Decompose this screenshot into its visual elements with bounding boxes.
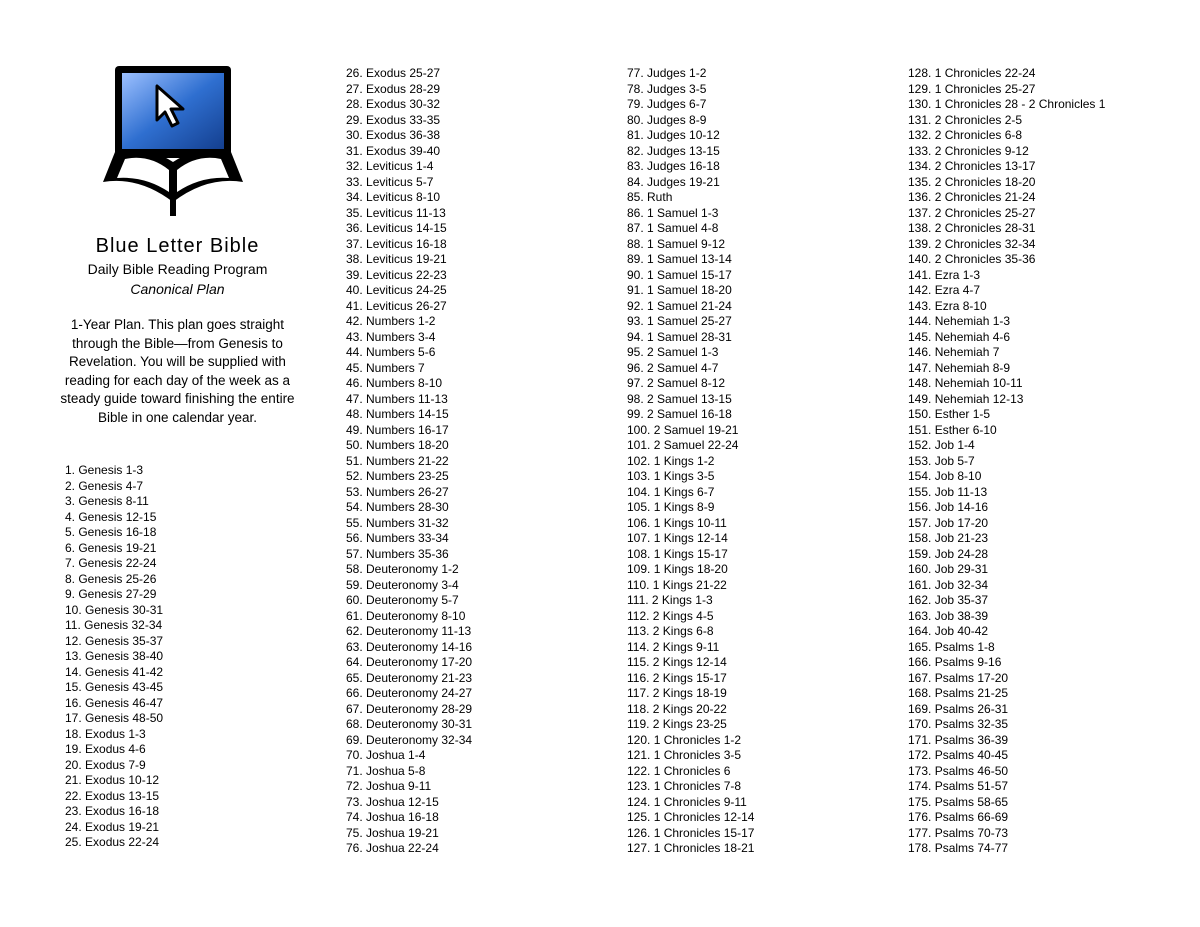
page-title: Blue Letter Bible bbox=[95, 235, 260, 257]
reading-item: 135. 2 Chronicles 18-20 bbox=[908, 174, 1036, 189]
reading-item: 33. Leviticus 5-7 bbox=[346, 174, 434, 189]
reading-item: 87. 1 Samuel 4-8 bbox=[627, 221, 719, 235]
reading-item: 58. Deuteronomy 1-2 bbox=[346, 562, 459, 576]
reading-item: 99. 2 Samuel 16-18 bbox=[627, 407, 732, 421]
reading-item: 66. Deuteronomy 24-27 bbox=[346, 686, 473, 700]
reading-item: 16. Genesis 46-47 bbox=[65, 695, 164, 710]
reading-item: 38. Leviticus 19-21 bbox=[346, 252, 447, 266]
reading-item: 175. Psalms 58-65 bbox=[908, 794, 1009, 809]
reading-item: 146. Nehemiah 7 bbox=[908, 345, 1000, 359]
reading-item: 93. 1 Samuel 25-27 bbox=[627, 314, 732, 328]
reading-item: 91. 1 Samuel 18-20 bbox=[627, 283, 732, 297]
reading-item: 55. Numbers 31-32 bbox=[346, 515, 449, 530]
reading-column-2 bbox=[346, 66, 472, 857]
reading-item: 71. Joshua 5-8 bbox=[346, 763, 426, 778]
reading-item: 14. Genesis 41-42 bbox=[65, 664, 164, 679]
reading-item: 83. Judges 16-18 bbox=[627, 159, 720, 173]
reading-item: 107. 1 Kings 12-14 bbox=[627, 531, 728, 545]
reading-item: 145. Nehemiah 4-6 bbox=[908, 329, 1011, 344]
reading-item: 177. Psalms 70-73 bbox=[908, 825, 1009, 840]
reading-item: 78. Judges 3-5 bbox=[627, 81, 707, 96]
reading-item: 173. Psalms 46-50 bbox=[908, 763, 1009, 778]
reading-item: 74. Joshua 16-18 bbox=[346, 810, 439, 824]
reading-item: 167. Psalms 17-20 bbox=[908, 670, 1009, 685]
plan-description: 1-Year Plan. This plan goes straight through the Bible—from Genesis to Revelation. You will be supplied with reading for each day of the week as a steady guide toward finishing the entire Bible in one calendar year. bbox=[60, 317, 295, 425]
reading-item: 98. 2 Samuel 13-15 bbox=[627, 391, 732, 406]
reading-item: 6. Genesis 19-21 bbox=[65, 540, 157, 555]
reading-item: 149. Nehemiah 12-13 bbox=[908, 391, 1024, 406]
reading-item: 158. Job 21-23 bbox=[908, 531, 989, 545]
reading-item: 56. Numbers 33-34 bbox=[346, 531, 449, 545]
reading-item: 155. Job 11-13 bbox=[908, 484, 988, 499]
reading-item: 176. Psalms 66-69 bbox=[908, 810, 1009, 824]
reading-item: 85. Ruth bbox=[627, 190, 673, 204]
reading-item: 13. Genesis 38-40 bbox=[65, 649, 164, 663]
reading-item: 62. Deuteronomy 11-13 bbox=[346, 624, 472, 638]
reading-item: 161. Job 32-34 bbox=[908, 577, 989, 592]
reading-item: 134. 2 Chronicles 13-17 bbox=[908, 159, 1036, 173]
reading-item: 4. Genesis 12-15 bbox=[65, 509, 157, 524]
reading-item: 86. 1 Samuel 1-3 bbox=[627, 205, 719, 220]
reading-item: 15. Genesis 43-45 bbox=[65, 680, 164, 694]
reading-item: 168. Psalms 21-25 bbox=[908, 686, 1009, 700]
reading-item: 10. Genesis 30-31 bbox=[65, 602, 164, 617]
reading-item: 147. Nehemiah 8-9 bbox=[908, 360, 1011, 375]
reading-item: 9. Genesis 27-29 bbox=[65, 587, 157, 601]
reading-item: 37. Leviticus 16-18 bbox=[346, 236, 447, 251]
reading-item: 73. Joshua 12-15 bbox=[346, 794, 439, 809]
reading-item: 61. Deuteronomy 8-10 bbox=[346, 608, 466, 623]
reading-item: 160. Job 29-31 bbox=[908, 562, 989, 576]
reading-item: 104. 1 Kings 6-7 bbox=[627, 484, 715, 499]
reading-item: 162. Job 35-37 bbox=[908, 593, 989, 607]
blue-letter-bible-logo bbox=[101, 64, 245, 216]
reading-item: 52. Numbers 23-25 bbox=[346, 469, 449, 483]
reading-item: 70. Joshua 1-4 bbox=[346, 748, 426, 762]
reading-item: 100. 2 Samuel 19-21 bbox=[627, 422, 739, 437]
reading-item: 46. Numbers 8-10 bbox=[346, 376, 443, 390]
reading-item: 20. Exodus 7-9 bbox=[65, 757, 146, 772]
reading-item: 109. 1 Kings 18-20 bbox=[627, 562, 728, 576]
plan-name: Canonical Plan bbox=[130, 281, 225, 297]
reading-item: 164. Job 40-42 bbox=[908, 624, 989, 638]
reading-item: 43. Numbers 3-4 bbox=[346, 329, 436, 344]
reading-item: 154. Job 8-10 bbox=[908, 469, 982, 483]
bible-cursor-logo-icon bbox=[101, 64, 245, 216]
reading-item: 11. Genesis 32-34 bbox=[65, 618, 163, 632]
page-subtitle: Daily Bible Reading Program bbox=[87, 261, 268, 277]
reading-item: 159. Job 24-28 bbox=[908, 546, 989, 561]
reading-item: 72. Joshua 9-11 bbox=[346, 779, 432, 793]
reading-item: 152. Job 1-4 bbox=[908, 438, 975, 452]
reading-item: 128. 1 Chronicles 22-24 bbox=[908, 66, 1036, 80]
reading-item: 150. Esther 1-5 bbox=[908, 407, 991, 421]
reading-item: 169. Psalms 26-31 bbox=[908, 701, 1009, 716]
reading-item: 59. Deuteronomy 3-4 bbox=[346, 577, 459, 592]
reading-item: 142. Ezra 4-7 bbox=[908, 283, 981, 297]
reading-item: 51. Numbers 21-22 bbox=[346, 453, 449, 468]
reading-item: 140. 2 Chronicles 35-36 bbox=[908, 252, 1036, 266]
reading-item: 116. 2 Kings 15-17 bbox=[627, 670, 727, 685]
reading-item: 3. Genesis 8-11 bbox=[65, 494, 149, 508]
reading-item: 53. Numbers 26-27 bbox=[346, 484, 449, 499]
reading-item: 24. Exodus 19-21 bbox=[65, 819, 160, 834]
reading-item: 130. 1 Chronicles 28 - 2 Chronicles 1 bbox=[908, 97, 1106, 111]
reading-item: 125. 1 Chronicles 12-14 bbox=[627, 810, 755, 824]
reading-item: 111. 2 Kings 1-3 bbox=[627, 593, 713, 607]
reading-item: 19. Exodus 4-6 bbox=[65, 742, 146, 756]
reading-item: 131. 2 Chronicles 2-5 bbox=[908, 112, 1023, 127]
reading-item: 64. Deuteronomy 17-20 bbox=[346, 655, 473, 669]
reading-item: 44. Numbers 5-6 bbox=[346, 345, 436, 359]
reading-item: 122. 1 Chronicles 6 bbox=[627, 763, 731, 778]
reading-item: 54. Numbers 28-30 bbox=[346, 500, 449, 514]
reading-item: 124. 1 Chronicles 9-11 bbox=[627, 794, 747, 809]
reading-item: 103. 1 Kings 3-5 bbox=[627, 469, 715, 483]
reading-item: 114. 2 Kings 9-11 bbox=[627, 639, 720, 654]
reading-item: 143. Ezra 8-10 bbox=[908, 298, 987, 313]
reading-item: 156. Job 14-16 bbox=[908, 500, 989, 514]
reading-item: 127. 1 Chronicles 18-21 bbox=[627, 841, 755, 855]
reading-item: 45. Numbers 7 bbox=[346, 360, 425, 375]
reading-item: 82. Judges 13-15 bbox=[627, 143, 720, 158]
reading-item: 165. Psalms 1-8 bbox=[908, 639, 995, 654]
reading-item: 27. Exodus 28-29 bbox=[346, 81, 441, 96]
reading-item: 110. 1 Kings 21-22 bbox=[627, 577, 727, 592]
reading-item: 132. 2 Chronicles 6-8 bbox=[908, 128, 1023, 142]
reading-item: 129. 1 Chronicles 25-27 bbox=[908, 81, 1036, 96]
reading-item: 77. Judges 1-2 bbox=[627, 66, 707, 80]
reading-item: 21. Exodus 10-12 bbox=[65, 773, 160, 787]
reading-item: 76. Joshua 22-24 bbox=[346, 841, 439, 855]
reading-item: 29. Exodus 33-35 bbox=[346, 112, 441, 127]
intro-panel bbox=[60, 234, 295, 427]
reading-item: 148. Nehemiah 10-11 bbox=[908, 376, 1023, 390]
reading-item: 63. Deuteronomy 14-16 bbox=[346, 639, 473, 654]
reading-item: 12. Genesis 35-37 bbox=[65, 633, 164, 648]
reading-item: 94. 1 Samuel 28-31 bbox=[627, 329, 732, 344]
reading-item: 105. 1 Kings 8-9 bbox=[627, 500, 715, 514]
reading-item: 171. Psalms 36-39 bbox=[908, 732, 1009, 747]
reading-item: 31. Exodus 39-40 bbox=[346, 143, 441, 158]
reading-item: 34. Leviticus 8-10 bbox=[346, 190, 441, 204]
reading-item: 119. 2 Kings 23-25 bbox=[627, 717, 727, 731]
reading-item: 75. Joshua 19-21 bbox=[346, 825, 439, 840]
reading-item: 118. 2 Kings 20-22 bbox=[627, 701, 727, 716]
reading-item: 18. Exodus 1-3 bbox=[65, 726, 146, 741]
reading-item: 40. Leviticus 24-25 bbox=[346, 283, 447, 297]
reading-item: 151. Esther 6-10 bbox=[908, 422, 997, 437]
reading-item: 174. Psalms 51-57 bbox=[908, 779, 1009, 793]
reading-column-1 bbox=[65, 463, 163, 851]
reading-item: 8. Genesis 25-26 bbox=[65, 571, 157, 586]
reading-item: 117. 2 Kings 18-19 bbox=[627, 686, 727, 700]
reading-item: 120. 1 Chronicles 1-2 bbox=[627, 732, 742, 747]
reading-item: 79. Judges 6-7 bbox=[627, 97, 707, 111]
reading-item: 23. Exodus 16-18 bbox=[65, 804, 160, 818]
reading-item: 7. Genesis 22-24 bbox=[65, 556, 157, 570]
reading-item: 153. Job 5-7 bbox=[908, 453, 975, 468]
reading-item: 60. Deuteronomy 5-7 bbox=[346, 593, 459, 607]
reading-item: 28. Exodus 30-32 bbox=[346, 97, 441, 111]
reading-item: 138. 2 Chronicles 28-31 bbox=[908, 221, 1036, 235]
reading-item: 115. 2 Kings 12-14 bbox=[627, 655, 727, 669]
reading-item: 95. 2 Samuel 1-3 bbox=[627, 345, 719, 359]
reading-item: 42. Numbers 1-2 bbox=[346, 314, 436, 328]
reading-item: 69. Deuteronomy 32-34 bbox=[346, 732, 473, 747]
reading-item: 108. 1 Kings 15-17 bbox=[627, 546, 728, 561]
reading-item: 80. Judges 8-9 bbox=[627, 112, 707, 127]
reading-item: 1. Genesis 1-3 bbox=[65, 463, 144, 477]
reading-item: 101. 2 Samuel 22-24 bbox=[627, 438, 739, 452]
reading-item: 137. 2 Chronicles 25-27 bbox=[908, 205, 1036, 220]
reading-item: 65. Deuteronomy 21-23 bbox=[346, 670, 473, 685]
reading-item: 113. 2 Kings 6-8 bbox=[627, 624, 714, 638]
reading-item: 47. Numbers 11-13 bbox=[346, 391, 448, 406]
reading-item: 136. 2 Chronicles 21-24 bbox=[908, 190, 1036, 204]
reading-column-4 bbox=[908, 66, 1105, 857]
reading-item: 30. Exodus 36-38 bbox=[346, 128, 441, 142]
reading-item: 2. Genesis 4-7 bbox=[65, 478, 144, 493]
reading-item: 133. 2 Chronicles 9-12 bbox=[908, 143, 1029, 158]
reading-item: 68. Deuteronomy 30-31 bbox=[346, 717, 473, 731]
reading-item: 90. 1 Samuel 15-17 bbox=[627, 267, 732, 282]
reading-item: 50. Numbers 18-20 bbox=[346, 438, 449, 452]
reading-item: 26. Exodus 25-27 bbox=[346, 66, 441, 80]
reading-item: 112. 2 Kings 4-5 bbox=[627, 608, 714, 623]
reading-item: 139. 2 Chronicles 32-34 bbox=[908, 236, 1036, 251]
reading-item: 163. Job 38-39 bbox=[908, 608, 989, 623]
reading-item: 106. 1 Kings 10-11 bbox=[627, 515, 727, 530]
reading-item: 36. Leviticus 14-15 bbox=[346, 221, 447, 235]
reading-item: 5. Genesis 16-18 bbox=[65, 525, 157, 539]
reading-item: 48. Numbers 14-15 bbox=[346, 407, 449, 421]
reading-item: 102. 1 Kings 1-2 bbox=[627, 453, 715, 468]
reading-item: 157. Job 17-20 bbox=[908, 515, 989, 530]
reading-item: 170. Psalms 32-35 bbox=[908, 717, 1009, 731]
reading-item: 57. Numbers 35-36 bbox=[346, 546, 449, 561]
reading-item: 88. 1 Samuel 9-12 bbox=[627, 236, 726, 251]
reading-item: 84. Judges 19-21 bbox=[627, 174, 720, 189]
reading-item: 166. Psalms 9-16 bbox=[908, 655, 1002, 669]
reading-item: 141. Ezra 1-3 bbox=[908, 267, 981, 282]
reading-item: 39. Leviticus 22-23 bbox=[346, 267, 447, 282]
reading-item: 49. Numbers 16-17 bbox=[346, 422, 449, 437]
reading-item: 178. Psalms 74-77 bbox=[908, 841, 1009, 855]
reading-item: 144. Nehemiah 1-3 bbox=[908, 314, 1011, 328]
reading-item: 97. 2 Samuel 8-12 bbox=[627, 376, 726, 390]
reading-item: 22. Exodus 13-15 bbox=[65, 788, 160, 803]
reading-item: 67. Deuteronomy 28-29 bbox=[346, 701, 473, 716]
reading-item: 121. 1 Chronicles 3-5 bbox=[627, 748, 742, 762]
reading-item: 32. Leviticus 1-4 bbox=[346, 159, 434, 173]
reading-item: 89. 1 Samuel 13-14 bbox=[627, 252, 732, 266]
reading-item: 92. 1 Samuel 21-24 bbox=[627, 298, 732, 313]
reading-item: 172. Psalms 40-45 bbox=[908, 748, 1009, 762]
reading-item: 96. 2 Samuel 4-7 bbox=[627, 360, 719, 375]
reading-item: 81. Judges 10-12 bbox=[627, 128, 720, 142]
reading-item: 123. 1 Chronicles 7-8 bbox=[627, 779, 742, 793]
reading-item: 35. Leviticus 11-13 bbox=[346, 205, 446, 220]
reading-item: 126. 1 Chronicles 15-17 bbox=[627, 825, 755, 840]
reading-item: 41. Leviticus 26-27 bbox=[346, 298, 447, 313]
reading-item: 25. Exodus 22-24 bbox=[65, 835, 160, 849]
reading-column-3 bbox=[627, 66, 754, 857]
reading-item: 17. Genesis 48-50 bbox=[65, 711, 164, 725]
